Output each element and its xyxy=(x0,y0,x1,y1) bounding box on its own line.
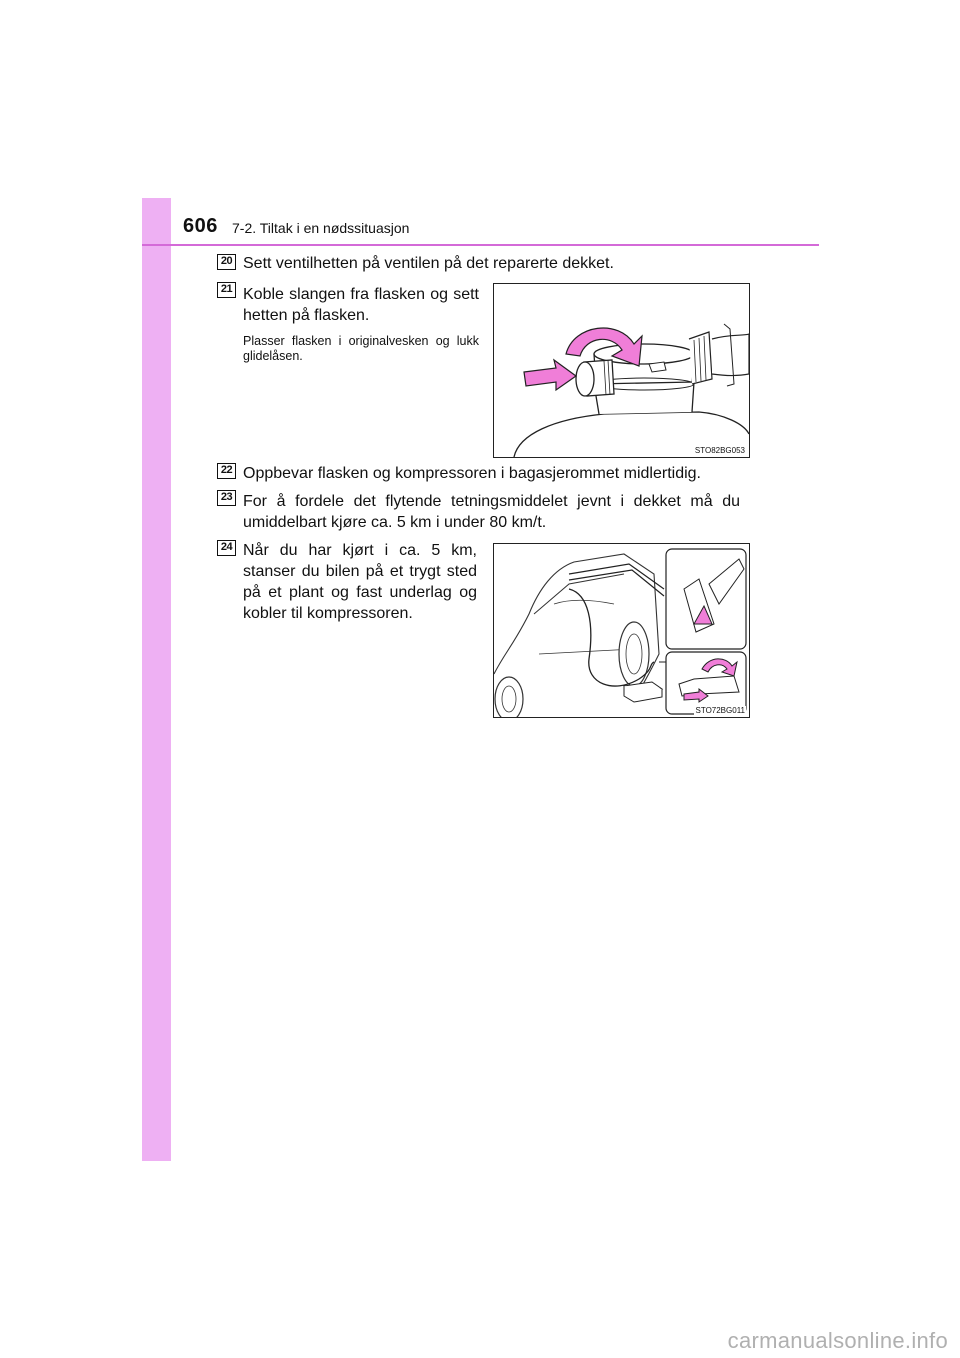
step-22-text: Oppbevar flasken og kompressoren i bagasjerommet midlertidig. xyxy=(243,465,701,482)
figure-car-compressor xyxy=(493,543,750,718)
step-badge-21: 21 xyxy=(217,282,236,298)
step-badge-22: 22 xyxy=(217,463,236,479)
step-badge-23: 23 xyxy=(217,490,236,506)
step-21-note: Plasser flasken i originalvesken og lukk glidelåsen. xyxy=(243,334,479,363)
header-rule xyxy=(142,244,819,246)
step-21-text: Koble slangen fra flasken og sett hetten på flasken. xyxy=(243,286,479,324)
page-number: 606 xyxy=(183,215,218,237)
step-badge-24: 24 xyxy=(217,540,236,556)
figure-bottle-cap xyxy=(493,283,750,458)
step-23-text: For å fordele det flytende tetningsmiddelet jevnt i dekket må du umiddelbart kjøre ca. 5 km i under 80 km/t. xyxy=(243,493,740,531)
step-badge-20: 20 xyxy=(217,254,236,270)
section-title: 7-2. Tiltak i en nødssituasjon xyxy=(232,220,410,236)
figure-code: STO72BG011 xyxy=(695,706,745,715)
step-20-text: Sett ventilhetten på ventilen på det reparerte dekket. xyxy=(243,255,614,272)
push-arrow-icon xyxy=(524,360,576,390)
sidebar-tab xyxy=(142,198,171,1161)
car-compressor-illustration xyxy=(494,544,749,717)
step-24-text: Når du har kjørt i ca. 5 km, stanser du bilen på et trygt sted på et plant og fast underlag og kobler til kompressoren. xyxy=(243,542,477,622)
watermark: carmanualsonline.info xyxy=(727,1328,948,1353)
bottle-cap-illustration xyxy=(494,284,749,457)
figure-code: STO82BG053 xyxy=(694,446,745,455)
